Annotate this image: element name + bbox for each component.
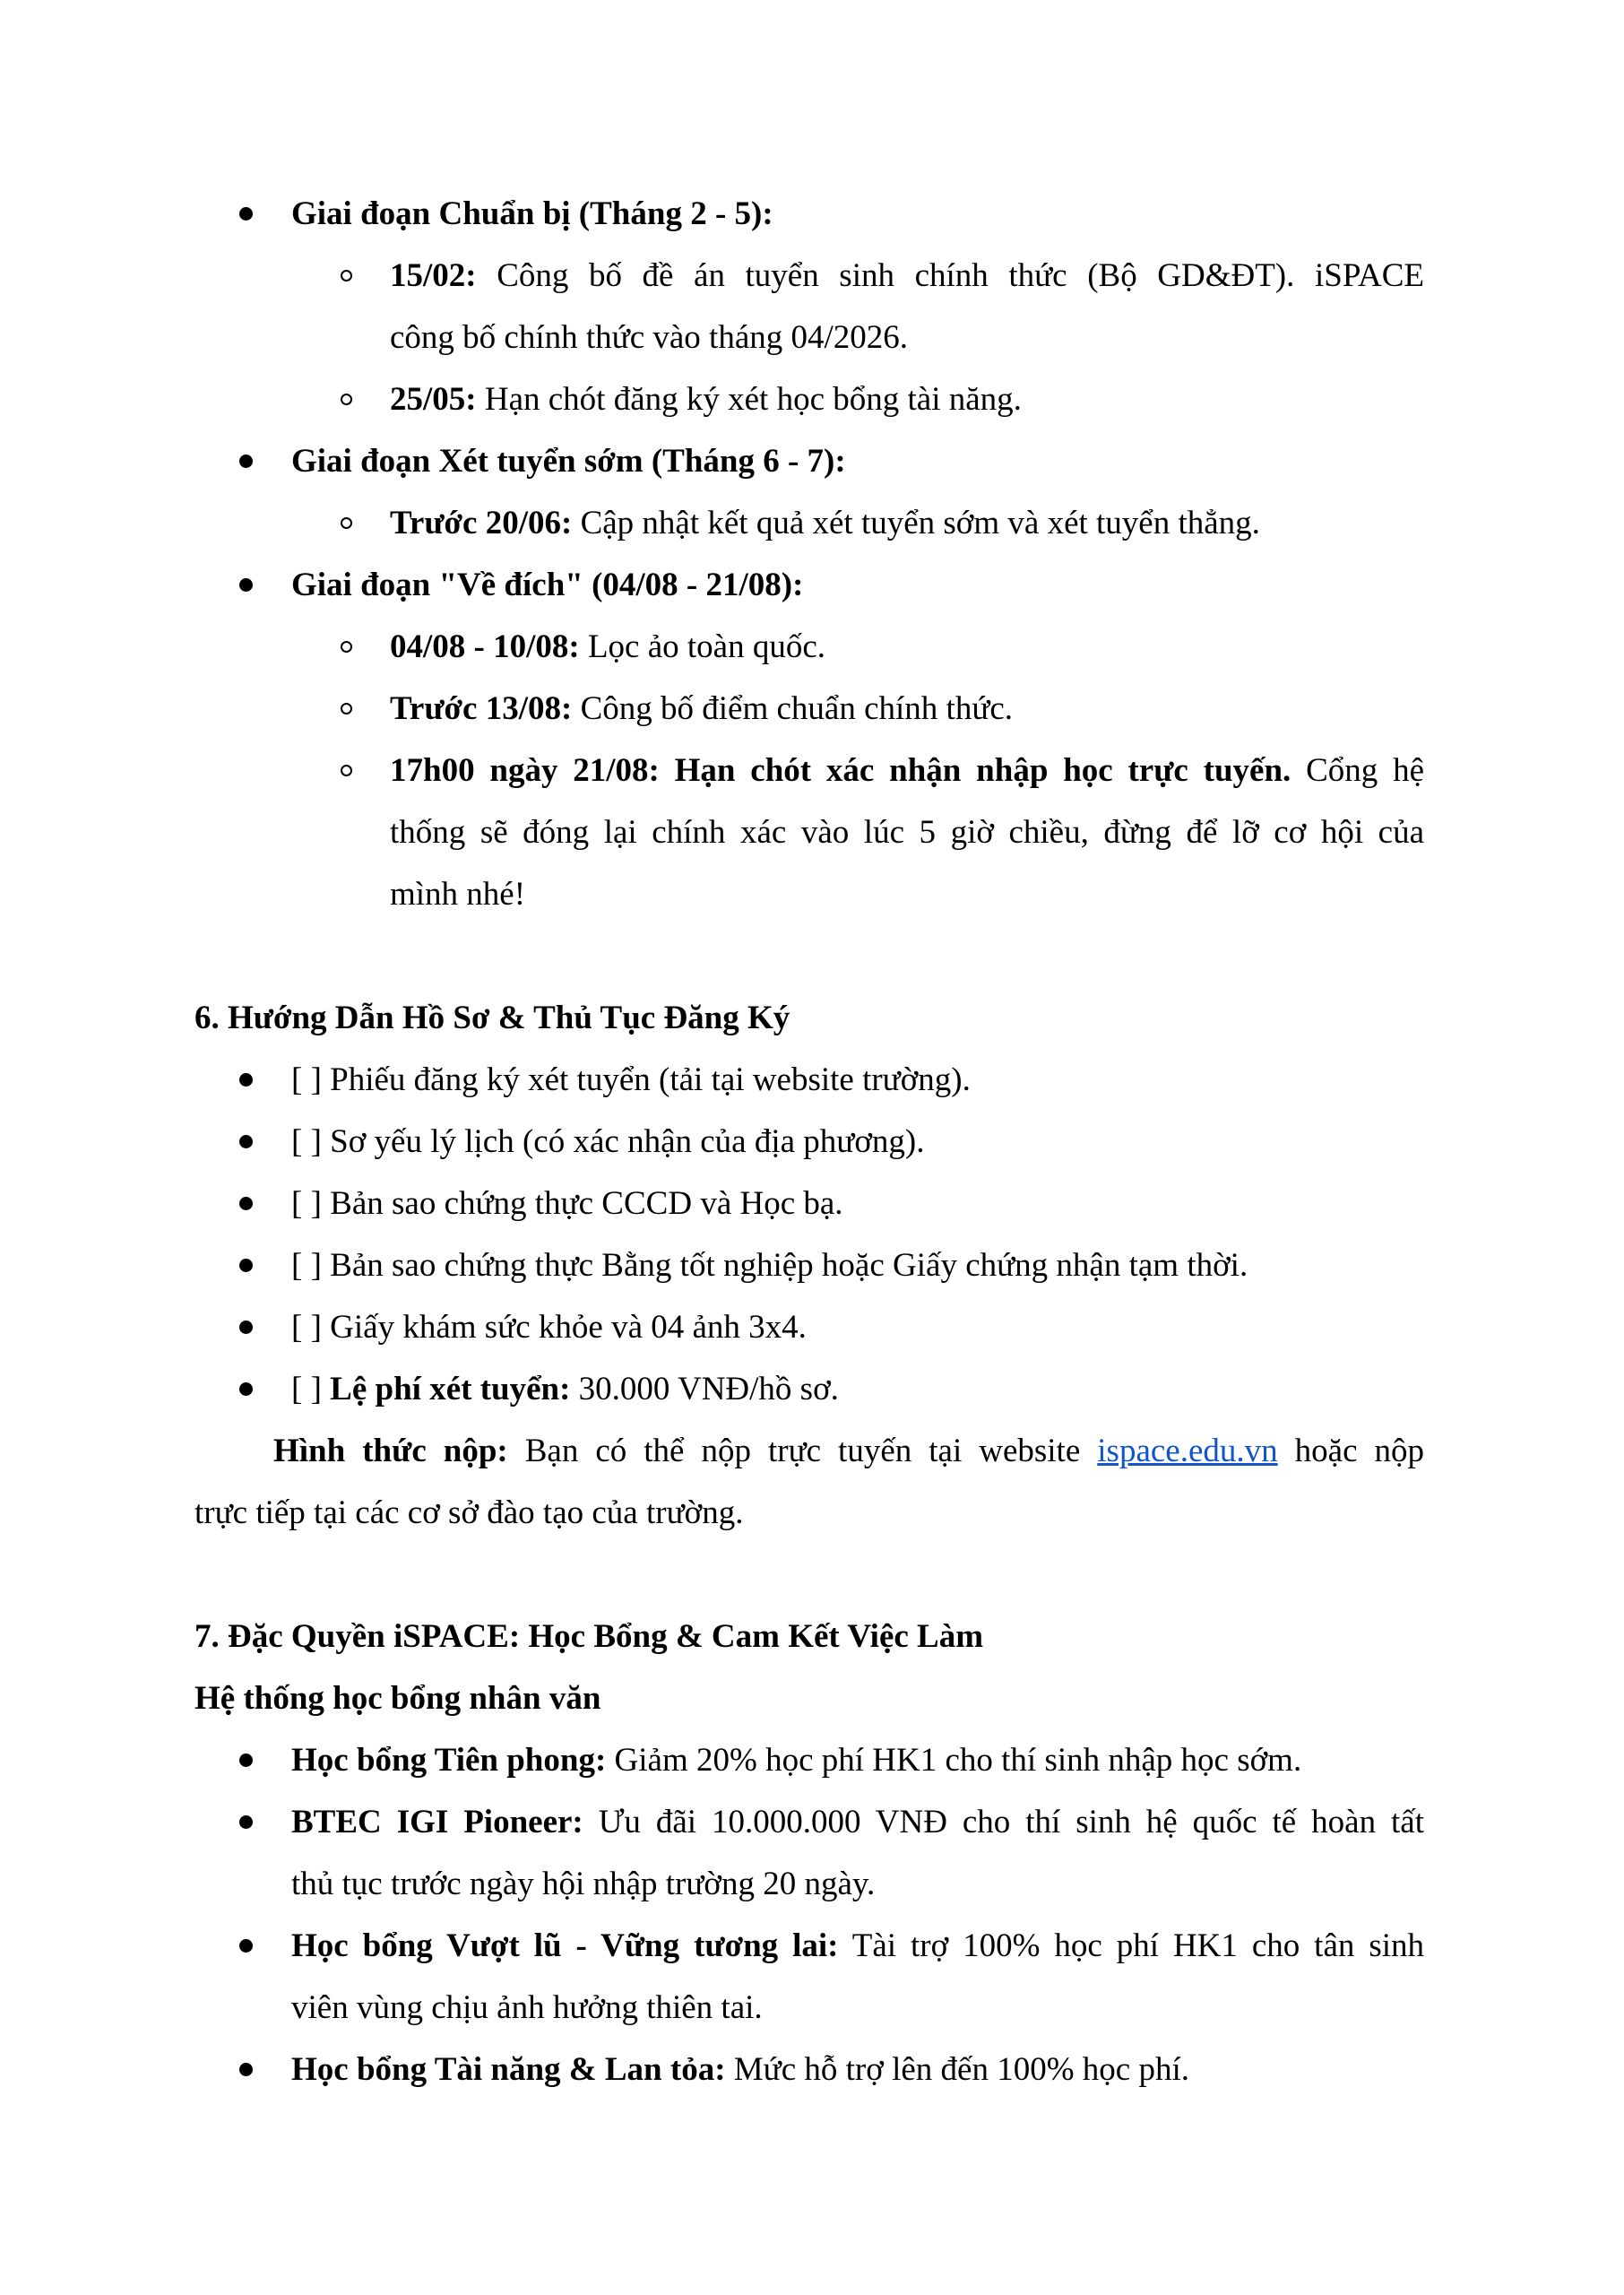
spacer [194,1544,1424,1606]
bullet-dot-icon [239,1915,253,1977]
submission-text: Bạn có thể nộp trực tuyến tại website [507,1433,1098,1469]
bullet-dot-icon [239,1296,253,1358]
submission-label: Hình thức nộp: [273,1433,508,1469]
item-date: 17h00 ngày 21/08: Hạn chót xác nhận nhập học trực tuyến. [390,752,1291,789]
phase-label: Giai đoạn "Về đích" (04/08 - 21/08): [291,567,804,603]
scholarship-text: Giảm 20% học phí HK1 cho thí sinh nhập học sớm. [606,1742,1302,1779]
item-text: Cổng hệ [1291,752,1425,789]
checklist-text: Bản sao chứng thực CCCD và Học bạ. [321,1185,843,1222]
scholarship-name: Học bổng Tài năng & Lan tỏa: [291,2051,726,2088]
item-text: Công bố điểm chuẩn chính thức. [572,690,1014,727]
bullet-circle-icon [341,245,352,307]
scholarship-text: viên vùng chịu ảnh hưởng thiên tai. [291,1989,763,2026]
checklist-item[interactable] [194,1049,1424,1111]
item-date: Trước 13/08: [390,690,573,727]
checkbox-placeholder[interactable]: [ ] [291,1185,322,1222]
bullet-dot-icon [239,2039,253,2100]
submission-text: hoặc nộp [1277,1433,1425,1469]
checklist-text: Bản sao chứng thực Bằng tốt nghiệp hoặc Giấy chứng nhận tạm thời. [321,1247,1248,1284]
checklist-item[interactable] [194,1234,1424,1296]
item-date: Trước 20/06: [390,505,573,541]
checkbox-placeholder[interactable]: [ ] [291,1123,322,1160]
scholarship-item [194,1729,1424,1791]
scholarship-text: Mức hỗ trợ lên đến 100% học phí. [725,2051,1189,2088]
timeline-item [194,616,1424,678]
bullet-dot-icon [239,430,253,492]
scholarship-name: Học bổng Vượt lũ - Vững tương lai: [291,1927,839,1964]
bullet-circle-icon [341,368,352,430]
item-text: mình nhé! [390,876,526,913]
item-text: thống sẽ đóng lại chính xác vào lúc 5 giờ chiều, đừng để lỡ cơ hội của [390,814,1424,851]
bullet-dot-icon [239,1234,253,1296]
section-7-subheading: Hệ thống học bổng nhân văn [194,1680,601,1717]
timeline-item-continuation [194,801,1424,863]
checklist-text: 30.000 VNĐ/hồ sơ. [570,1371,839,1407]
timeline-phase [194,554,1424,616]
checklist-text: Phiếu đăng ký xét tuyển (tải tại website trường). [321,1061,971,1098]
checklist-text: Sơ yếu lý lịch (có xác nhận của địa phương). [321,1123,925,1160]
submission-paragraph-continuation [194,1482,1424,1544]
submission-paragraph [194,1420,1424,1482]
item-date: 04/08 - 10/08: [390,628,580,665]
checklist-item[interactable] [194,1173,1424,1234]
checklist-item[interactable] [194,1358,1424,1420]
scholarship-name: Học bổng Tiên phong: [291,1742,607,1779]
scholarship-text: Tài trợ 100% học phí HK1 cho tân sinh [838,1927,1424,1964]
scholarship-text: thủ tục trước ngày hội nhập trường 20 ngày. [291,1866,876,1902]
checkbox-placeholder[interactable]: [ ] [291,1247,322,1284]
bullet-dot-icon [239,1358,253,1420]
section-7-heading: 7. Đặc Quyền iSPACE: Học Bổng & Cam Kết Việc Làm [194,1618,984,1655]
timeline-item-continuation [194,863,1424,925]
bullet-circle-icon [341,492,352,554]
timeline-item-continuation [194,307,1424,368]
scholarship-name: BTEC IGI Pioneer: [291,1804,583,1840]
timeline-item [194,245,1424,307]
scholarship-item [194,1915,1424,1977]
checkbox-placeholder[interactable]: [ ] [291,1309,322,1346]
document-page [194,183,1424,2100]
item-text: Hạn chót đăng ký xét học bổng tài năng. [476,381,1022,418]
checklist-bold-label: Lệ phí xét tuyển: [321,1371,571,1407]
timeline-item [194,368,1424,430]
item-text: Công bố đề án tuyển sinh chính thức (Bộ GD&ĐT). iSPACE [476,257,1424,294]
scholarship-item-continuation [194,1853,1424,1915]
bullet-dot-icon [239,1729,253,1791]
scholarship-text: Ưu đãi 10.000.000 VNĐ cho thí sinh hệ quốc tế hoàn tất [583,1804,1425,1840]
scholarship-item [194,1791,1424,1853]
checkbox-placeholder[interactable]: [ ] [291,1061,322,1098]
bullet-dot-icon [239,183,253,245]
spacer [194,925,1424,987]
item-text: Lọc ảo toàn quốc. [579,628,826,665]
bullet-circle-icon [341,740,352,801]
timeline-item [194,740,1424,801]
timeline-item [194,678,1424,740]
checkbox-placeholder[interactable]: [ ] [291,1371,322,1407]
bullet-dot-icon [239,1791,253,1853]
item-text: công bố chính thức vào tháng 04/2026. [390,319,909,356]
bullet-circle-icon [341,616,352,678]
bullet-dot-icon [239,554,253,616]
bullet-dot-icon [239,1173,253,1234]
bullet-circle-icon [341,678,352,740]
timeline-phase [194,183,1424,245]
scholarship-item-continuation [194,1977,1424,2039]
timeline-phase [194,430,1424,492]
checklist-item[interactable] [194,1111,1424,1173]
phase-label: Giai đoạn Xét tuyển sớm (Tháng 6 - 7): [291,443,846,480]
item-date: 15/02: [390,257,477,294]
checklist-text: Giấy khám sức khỏe và 04 ảnh 3x4. [321,1309,807,1346]
item-date: 25/05: [390,381,477,418]
bullet-dot-icon [239,1111,253,1173]
bullet-dot-icon [239,1049,253,1111]
timeline-item [194,492,1424,554]
website-link[interactable]: ispace.edu.vn [1097,1433,1278,1469]
submission-text: trực tiếp tại các cơ sở đào tạo của trường. [194,1494,744,1531]
phase-label: Giai đoạn Chuẩn bị (Tháng 2 - 5): [291,195,773,232]
checklist-item[interactable] [194,1296,1424,1358]
scholarship-item [194,2039,1424,2100]
item-text: Cập nhật kết quả xét tuyển sớm và xét tuyển thẳng. [572,505,1260,541]
section-6-heading: 6. Hướng Dẫn Hồ Sơ & Thủ Tục Đăng Ký [194,1000,790,1036]
